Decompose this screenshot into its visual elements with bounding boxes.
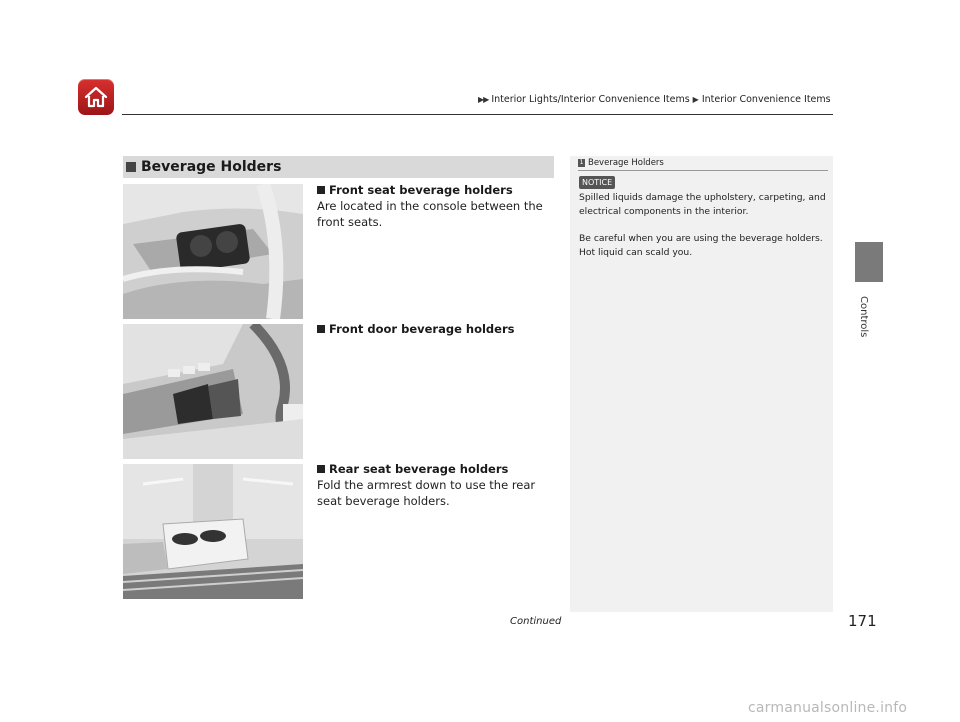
item-text: Are located in the console between the front seats. [317,199,543,229]
chapter-tab[interactable] [855,242,883,282]
home-icon [84,86,108,108]
breadcrumb-arrow-icon: ▶ [692,95,699,104]
chapter-label[interactable]: Controls [858,296,869,338]
note-heading-text: Beverage Holders [588,158,664,168]
notice-badge: NOTICE [579,176,615,189]
note-panel [570,156,833,612]
item-square-icon [317,186,325,194]
item-square-icon [317,325,325,333]
section-square-icon [126,162,136,172]
note-marker-icon: 1 [579,159,584,166]
note-paragraph: Be careful when you are using the beverage holders. Hot liquid can scald you. [579,233,823,258]
continued-label: Continued [510,616,562,627]
front-seat-holders-item [317,182,555,230]
section-title: Beverage Holders [141,159,282,175]
front-console-photo [123,184,303,319]
header-divider [122,114,833,115]
front-door-photo [123,324,303,459]
item-heading: Front door beverage holders [329,322,515,336]
item-heading: Front seat beverage holders [329,183,513,197]
front-door-holders-item [317,321,555,337]
item-square-icon [317,465,325,473]
note-divider [578,170,828,171]
breadcrumb-arrows-icon: ▶▶ [478,95,489,104]
breadcrumb [478,94,831,105]
watermark: carmanualsonline.info [748,700,908,716]
section-header [123,156,554,178]
breadcrumb-item[interactable]: Interior Lights/Interior Convenience Items [491,94,690,105]
breadcrumb-item[interactable]: Interior Convenience Items [701,94,831,105]
home-button[interactable] [78,79,114,115]
page-number: 171 [848,612,877,630]
rear-seat-holders-item [317,461,555,509]
rear-armrest-photo [123,464,303,599]
item-text: Fold the armrest down to use the rear seat beverage holders. [317,478,536,508]
note-heading [578,158,664,168]
item-heading: Rear seat beverage holders [329,462,509,476]
note-paragraph: Spilled liquids damage the upholstery, carpeting, and electrical components in the interior. [579,192,826,217]
